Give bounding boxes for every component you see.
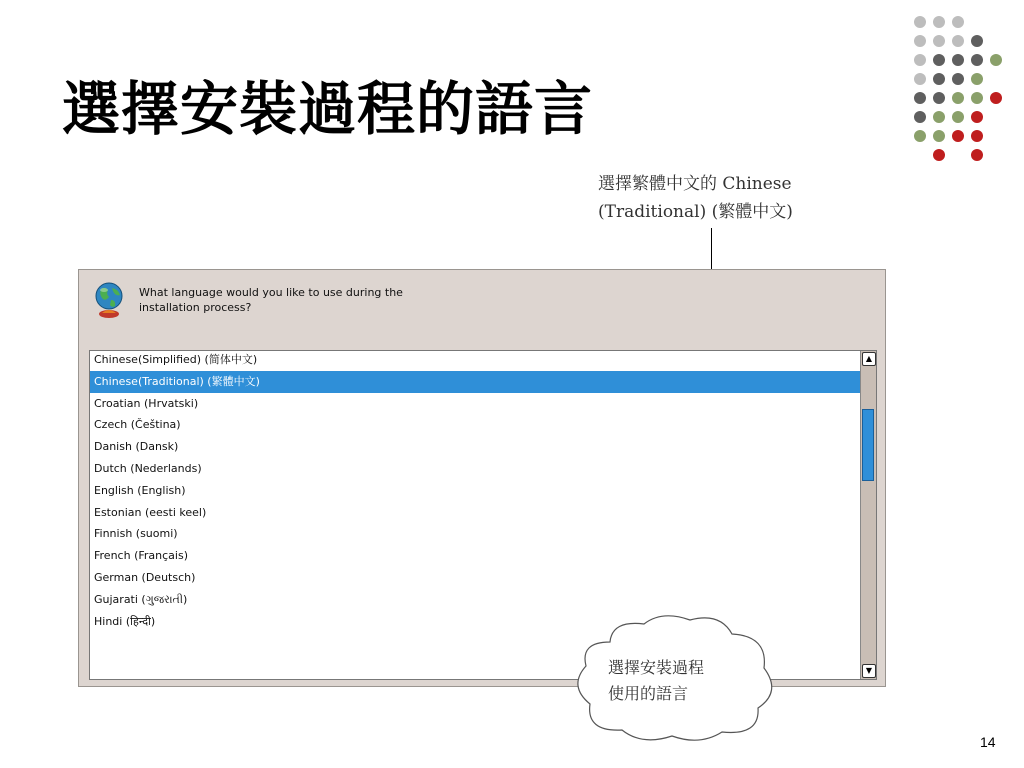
decorative-dot <box>952 35 964 47</box>
decorative-dot <box>971 111 983 123</box>
page-number: 14 <box>980 734 996 750</box>
decorative-dot <box>914 54 926 66</box>
scrollbar-thumb[interactable] <box>862 409 874 481</box>
decorative-dot <box>914 92 926 104</box>
language-option[interactable]: German (Deutsch) <box>94 570 196 584</box>
cloud-caption-line1: 選擇安裝過程 <box>608 658 705 677</box>
question-line1: What language would you like to use during the <box>139 286 403 299</box>
decorative-dot <box>933 35 945 47</box>
list-scrollbar[interactable] <box>860 351 876 679</box>
language-option[interactable]: Finnish (suomi) <box>94 527 178 541</box>
language-option[interactable]: French (Français) <box>94 549 188 563</box>
decorative-dot <box>990 92 1002 104</box>
language-option[interactable]: Gujarati (ગુજરાતી) <box>94 592 188 606</box>
decorative-dot <box>933 130 945 142</box>
decorative-dot <box>933 149 945 161</box>
decorative-dot <box>933 54 945 66</box>
language-option[interactable]: Dutch (Nederlands) <box>94 461 202 475</box>
dialog-header <box>79 270 885 346</box>
top-caption <box>598 170 793 226</box>
decorative-dot <box>971 73 983 85</box>
arrow-down-icon[interactable]: ▼ <box>862 664 876 678</box>
decorative-dot <box>952 130 964 142</box>
decorative-dot <box>933 16 945 28</box>
decorative-dot <box>971 35 983 47</box>
decorative-dot <box>933 92 945 104</box>
language-option-selected[interactable]: Chinese(Traditional) (繁體中文) <box>90 371 865 393</box>
decorative-dot <box>914 73 926 85</box>
decorative-dot <box>952 92 964 104</box>
top-caption-line2: (Traditional) (繁體中文) <box>598 202 793 222</box>
decorative-dot <box>914 35 926 47</box>
language-option[interactable]: Danish (Dansk) <box>94 440 179 454</box>
language-option[interactable]: Estonian (eesti keel) <box>94 505 207 519</box>
decorative-dot <box>971 130 983 142</box>
decorative-dot <box>990 54 1002 66</box>
decorative-dot <box>952 54 964 66</box>
decorative-dot <box>914 16 926 28</box>
language-option[interactable]: Croatian (Hrvatski) <box>94 396 199 410</box>
decorative-dot <box>971 54 983 66</box>
decorative-dot <box>914 130 926 142</box>
decorative-dot <box>952 16 964 28</box>
decorative-dot <box>933 73 945 85</box>
language-option[interactable]: English (English) <box>94 483 186 497</box>
cloud-caption-line2: 使用的語言 <box>608 684 689 703</box>
language-option[interactable]: Chinese(Simplified) (简体中文) <box>94 353 258 366</box>
decorative-dot <box>952 111 964 123</box>
decorative-dot <box>971 149 983 161</box>
language-option[interactable]: Czech (Čeština) <box>94 418 181 432</box>
language-option[interactable]: Hindi (हिन्दी) <box>94 614 156 628</box>
language-list <box>90 350 865 632</box>
decorative-dot <box>971 92 983 104</box>
arrow-up-icon[interactable]: ▲ <box>862 352 876 366</box>
decorative-dot <box>914 111 926 123</box>
slide-title: 選擇安裝過程的語言 <box>62 75 594 143</box>
question-line2: installation process? <box>139 301 252 314</box>
top-caption-line1: 選擇繁體中文的 Chinese <box>598 174 792 194</box>
globe-icon <box>93 280 125 320</box>
decorative-dot <box>933 111 945 123</box>
language-question <box>139 285 499 315</box>
decorative-dot <box>952 73 964 85</box>
cloud-caption <box>608 655 704 707</box>
